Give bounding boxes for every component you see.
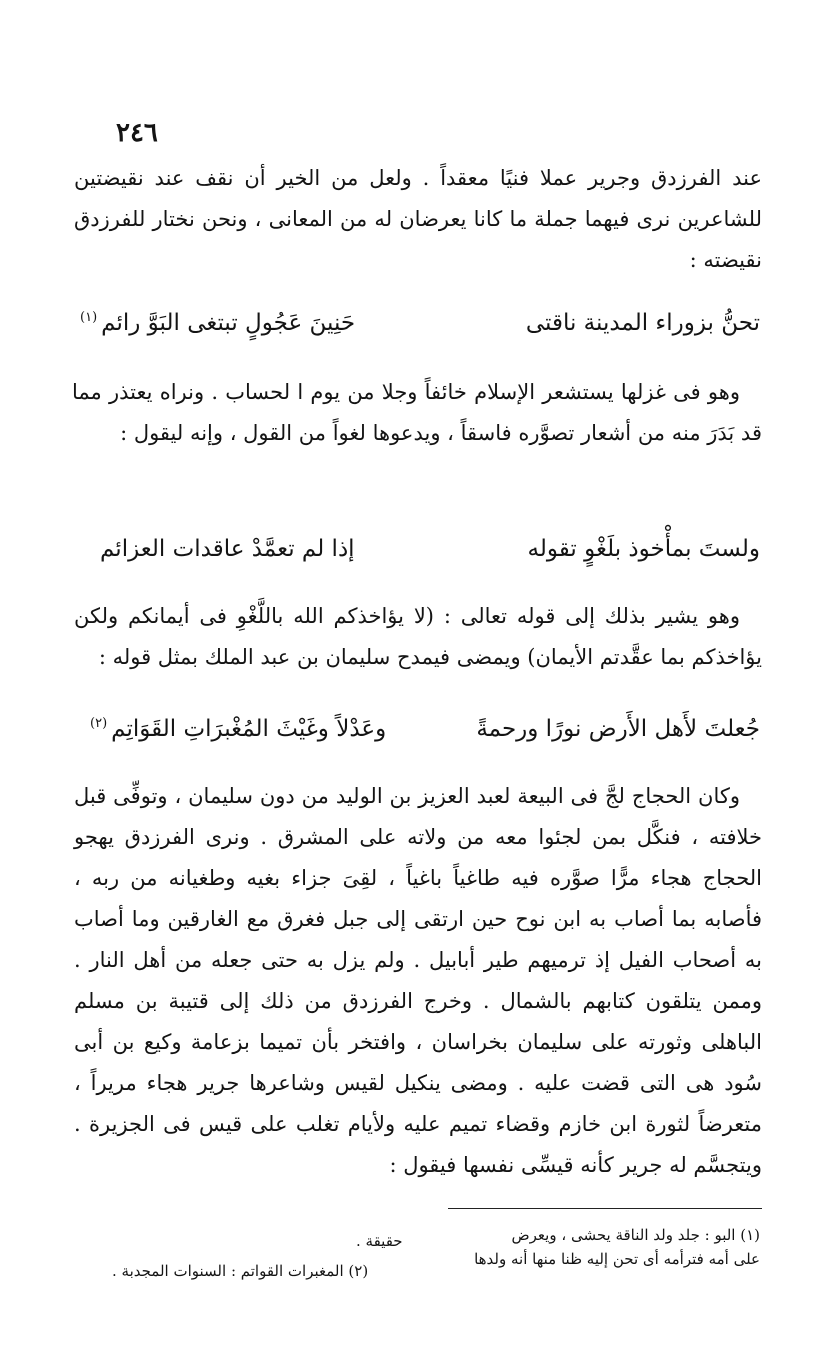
footnote-marker-2: (٢) xyxy=(90,716,108,732)
page-number: ٢٤٦ xyxy=(116,118,158,148)
verse-3-second-hemistich: وعَدْلاً وغَيْثَ المُغْبرَاتِ القَوَاتِم xyxy=(111,716,387,742)
footnote-1-line-1: (١) البو : جلد ولد الناقة يحشى ، ويعرض xyxy=(511,1226,760,1244)
verse-1-second-hemistich: حَنِينَ عَجُولٍ تبتغى البَوَّ رائم xyxy=(101,310,356,336)
verse-line-1 xyxy=(80,310,760,350)
verse-line-3 xyxy=(90,716,760,756)
verse-3-first-hemistich: جُعلتَ لأَهل الأَرض نورًا ورحمةً xyxy=(476,716,760,742)
paragraph-ghazal-text: وهو فى غزلها يستشعر الإسلام خائفاً وجلا من يوم ا لحساب . ونراه يعتذر مما قد بَدَرَ منه من أشعار تصوَّره فاسقاً ، ويدعوها لغواً من القول ، وإنه ليقول : xyxy=(72,380,762,445)
paragraph-ghazal xyxy=(72,372,762,502)
verse-3-second-hemistich-group xyxy=(90,716,386,742)
paragraph-hajjaj xyxy=(74,776,762,1196)
footnote-1-line-2: على أمه فترأمه أى تحن إليه ظنا منها أنه ولدها xyxy=(474,1250,760,1268)
footnote-2: (٢) المغبرات القواتم : السنوات المجدبة . xyxy=(112,1262,369,1280)
paragraph-quran-reference xyxy=(74,596,762,680)
paragraph-intro-text: عند الفرزدق وجرير عملا فنيًا معقداً . ولعل من الخير أن نقف عند نقيضتين للشاعرين نرى فيهما جملة ما كانا يعرضان له من المعانى ، ونحن نختار للفرزدق نقيضته : xyxy=(74,166,762,272)
footnote-divider xyxy=(448,1208,762,1209)
verse-1-second-hemistich-group xyxy=(80,310,355,336)
verse-line-2 xyxy=(100,536,760,576)
verse-2-second-hemistich: إذا لم تعمَّدْ عاقدات العزائم xyxy=(100,536,355,562)
footnote-marker-1: (١) xyxy=(80,310,98,326)
footnote-1-continuation: حقيقة . xyxy=(356,1232,403,1250)
verse-1-first-hemistich: تحنُّ بزوراء المدينة ناقتى xyxy=(525,310,760,336)
paragraph-intro xyxy=(74,158,762,284)
paragraph-hajjaj-text: وكان الحجاج لجَّ فى البيعة لعبد العزيز بن الوليد من دون سليمان ، وتوفِّى قبل خلافته ، فنكَّل بمن لجئوا معه من ولاته على المشرق . ونرى الفرزدق يهجو الحجاج هجاء مرًّا صوَّره فيه طاغياً باغياً ، لقِىَ جزاء بغيه وطغيانه من ربه ، فأصابه بما أصاب به ابن نوح حين ارتقى إلى جبل فغرق مع الغارقين وما أصاب به أصحاب الفيل إذ ترميهم طير أبابيل . ولم يزل به حتى جعله من أهل النار . وممن يتلقون كتابهم بالشمال . وخرج الفرزدق من ذلك إلى قتيبة بن مسلم الباهلى وثورته على سليمان بخراسان ، وافتخر بأن تميما بزعامة وكيع بن أبى سُود هى التى قضت عليه . ومضى ينكيل لقيس وشاعرها جرير هجاء مريراً ، متعرضاً لثورة ابن خازم وقضاء تميم عليه ولأيام تغلب على قيس فى الجزيرة . ويتجسَّم له جرير كأنه قيسِّى نفسها فيقول : xyxy=(74,784,762,1177)
verse-2-first-hemistich: ولستَ بمأْخوذ بلَغْوٍ تقوله xyxy=(527,536,760,562)
paragraph-quran-reference-text: وهو يشير بذلك إلى قوله تعالى : (لا يؤاخذكم الله باللَّغْوِ فى أيمانكم ولكن يؤاخذكم بما عقَّدتم الأيمان) ويمضى فيمدح سليمان بن عبد الملك بمثل قوله : xyxy=(74,604,762,669)
